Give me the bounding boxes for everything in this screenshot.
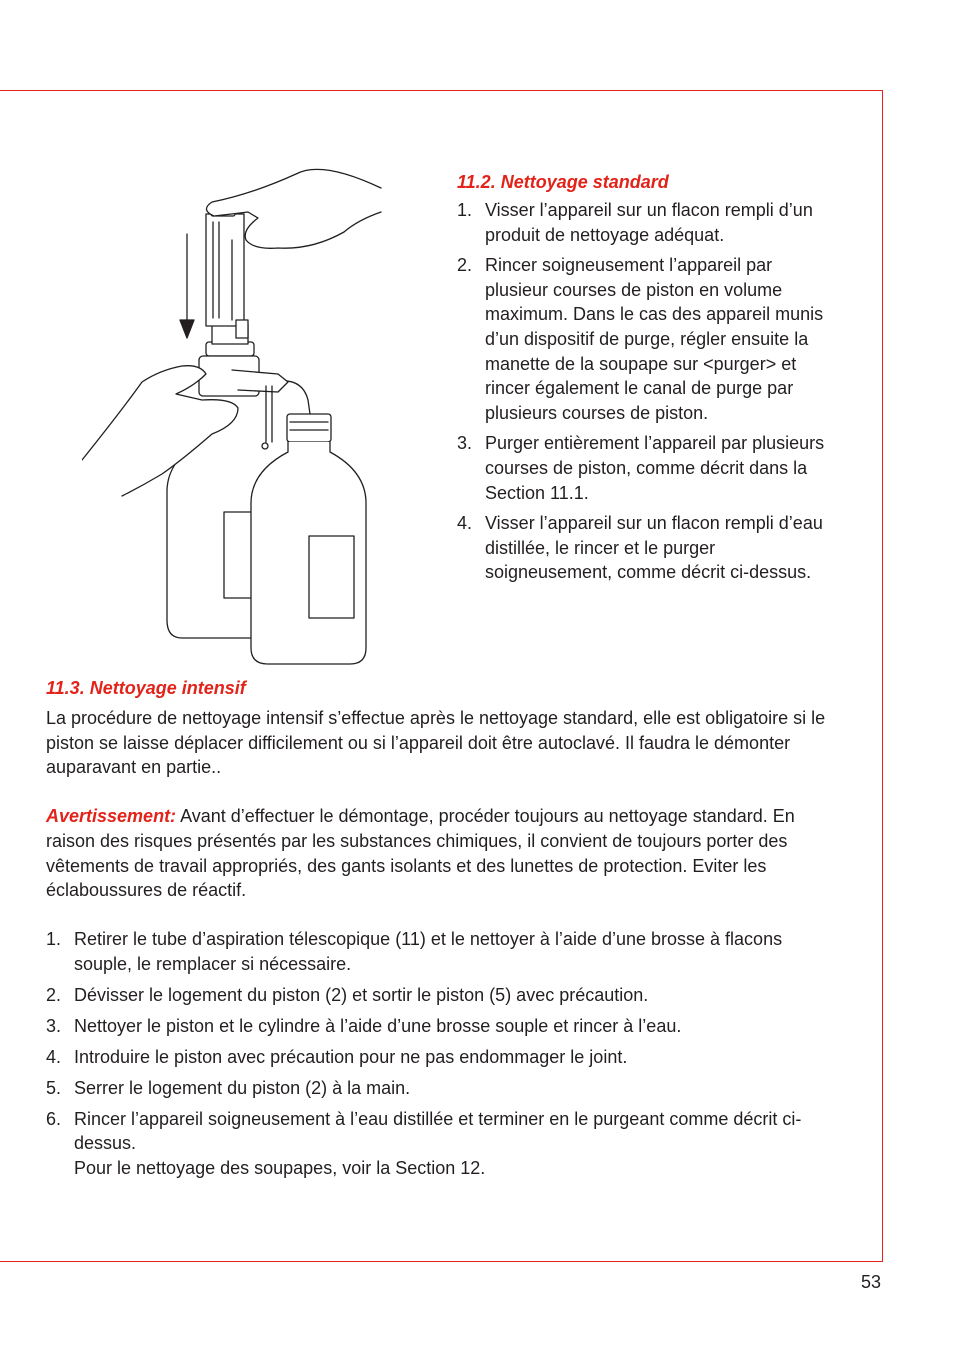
list-item: 1. Retirer le tube d’aspiration télescopique (11) et le nettoyer à l’aide d’une brosse à flacons souple, le remplacer si nécessaire. (46, 929, 783, 974)
section-nettoyage-intensif (46, 676, 836, 1187)
list-item: 1. Visser l’appareil sur un flacon rempli d’un produit de nettoyage adéquat. (457, 200, 813, 245)
page-number: 53 (860, 1272, 881, 1292)
intro-paragraph: La procédure de nettoyage intensif s’effectue après le nettoyage standard, elle est obligatoire si le piston se laisse déplacer difficilement ou si l’appareil doit être autoclavé. Il faudra le démonter auparavant en partie.. (46, 708, 826, 778)
step-note: Pour le nettoyage des soupapes, voir la Section 12. (74, 1158, 486, 1179)
standard-steps-list (457, 198, 837, 585)
page-frame-bottom-rule (0, 1261, 883, 1262)
list-item: 4. Visser l’appareil sur un flacon rempli d’eau distillée, le rincer et le purger soigneusement, comme décrit ci-dessus. (457, 513, 823, 583)
section-heading-intensif: 11.3. Nettoyage intensif (46, 678, 246, 698)
page-frame-top-rule (0, 90, 883, 91)
list-item: 2. Dévisser le logement du piston (2) et sortir le piston (5) avec précaution. (46, 984, 649, 1005)
list-item: 5. Serrer le logement du piston (2) à la main. (46, 1077, 411, 1098)
section-nettoyage-standard (457, 170, 837, 591)
dispenser-cleaning-illustration (82, 160, 427, 665)
page-frame-right-rule (882, 90, 883, 1262)
pressing-down-arrow (180, 234, 194, 338)
front-bottle (251, 414, 366, 664)
list-item: 4. Introduire le piston avec précaution pour ne pas endommager le joint. (46, 1046, 628, 1067)
intensif-steps-list (46, 927, 836, 1180)
list-item: 3. Nettoyer le piston et le cylindre à l’aide d’une brosse souple et rincer à l’eau. (46, 1015, 682, 1036)
list-item: 3. Purger entièrement l’appareil par plusieurs courses de piston, comme décrit dans la Section 11.1. (457, 433, 825, 503)
list-item: 6. Rincer l’appareil soigneusement à l’eau distillée et terminer en le purgeant comme décrit ci-dessus. Pour le nettoyage des soupapes, voir la Section 12. (46, 1108, 802, 1179)
warning-paragraph (46, 804, 836, 902)
list-item: 2. Rincer soigneusement l’appareil par plusieur courses de piston en volume maximum. Dans le cas des appareil munis d’un dispositif de purge, régler ensuite la manette de la soupape sur <purger> et rincer également le canal de purge par plusieurs courses de piston. (457, 255, 824, 423)
warning-label: Avertissement: (46, 806, 177, 827)
section-heading-standard: 11.2. Nettoyage standard (457, 172, 669, 192)
warning-text: Avant d’effectuer le démontage, procéder toujours au nettoyage standard. En raison des risques présentés par les substances chimiques, il convient de toujours porter des vêtements de travail appropriés, des gants isolants et des lunettes de protection. Eviter les éclaboussures de réactif. (46, 806, 795, 901)
